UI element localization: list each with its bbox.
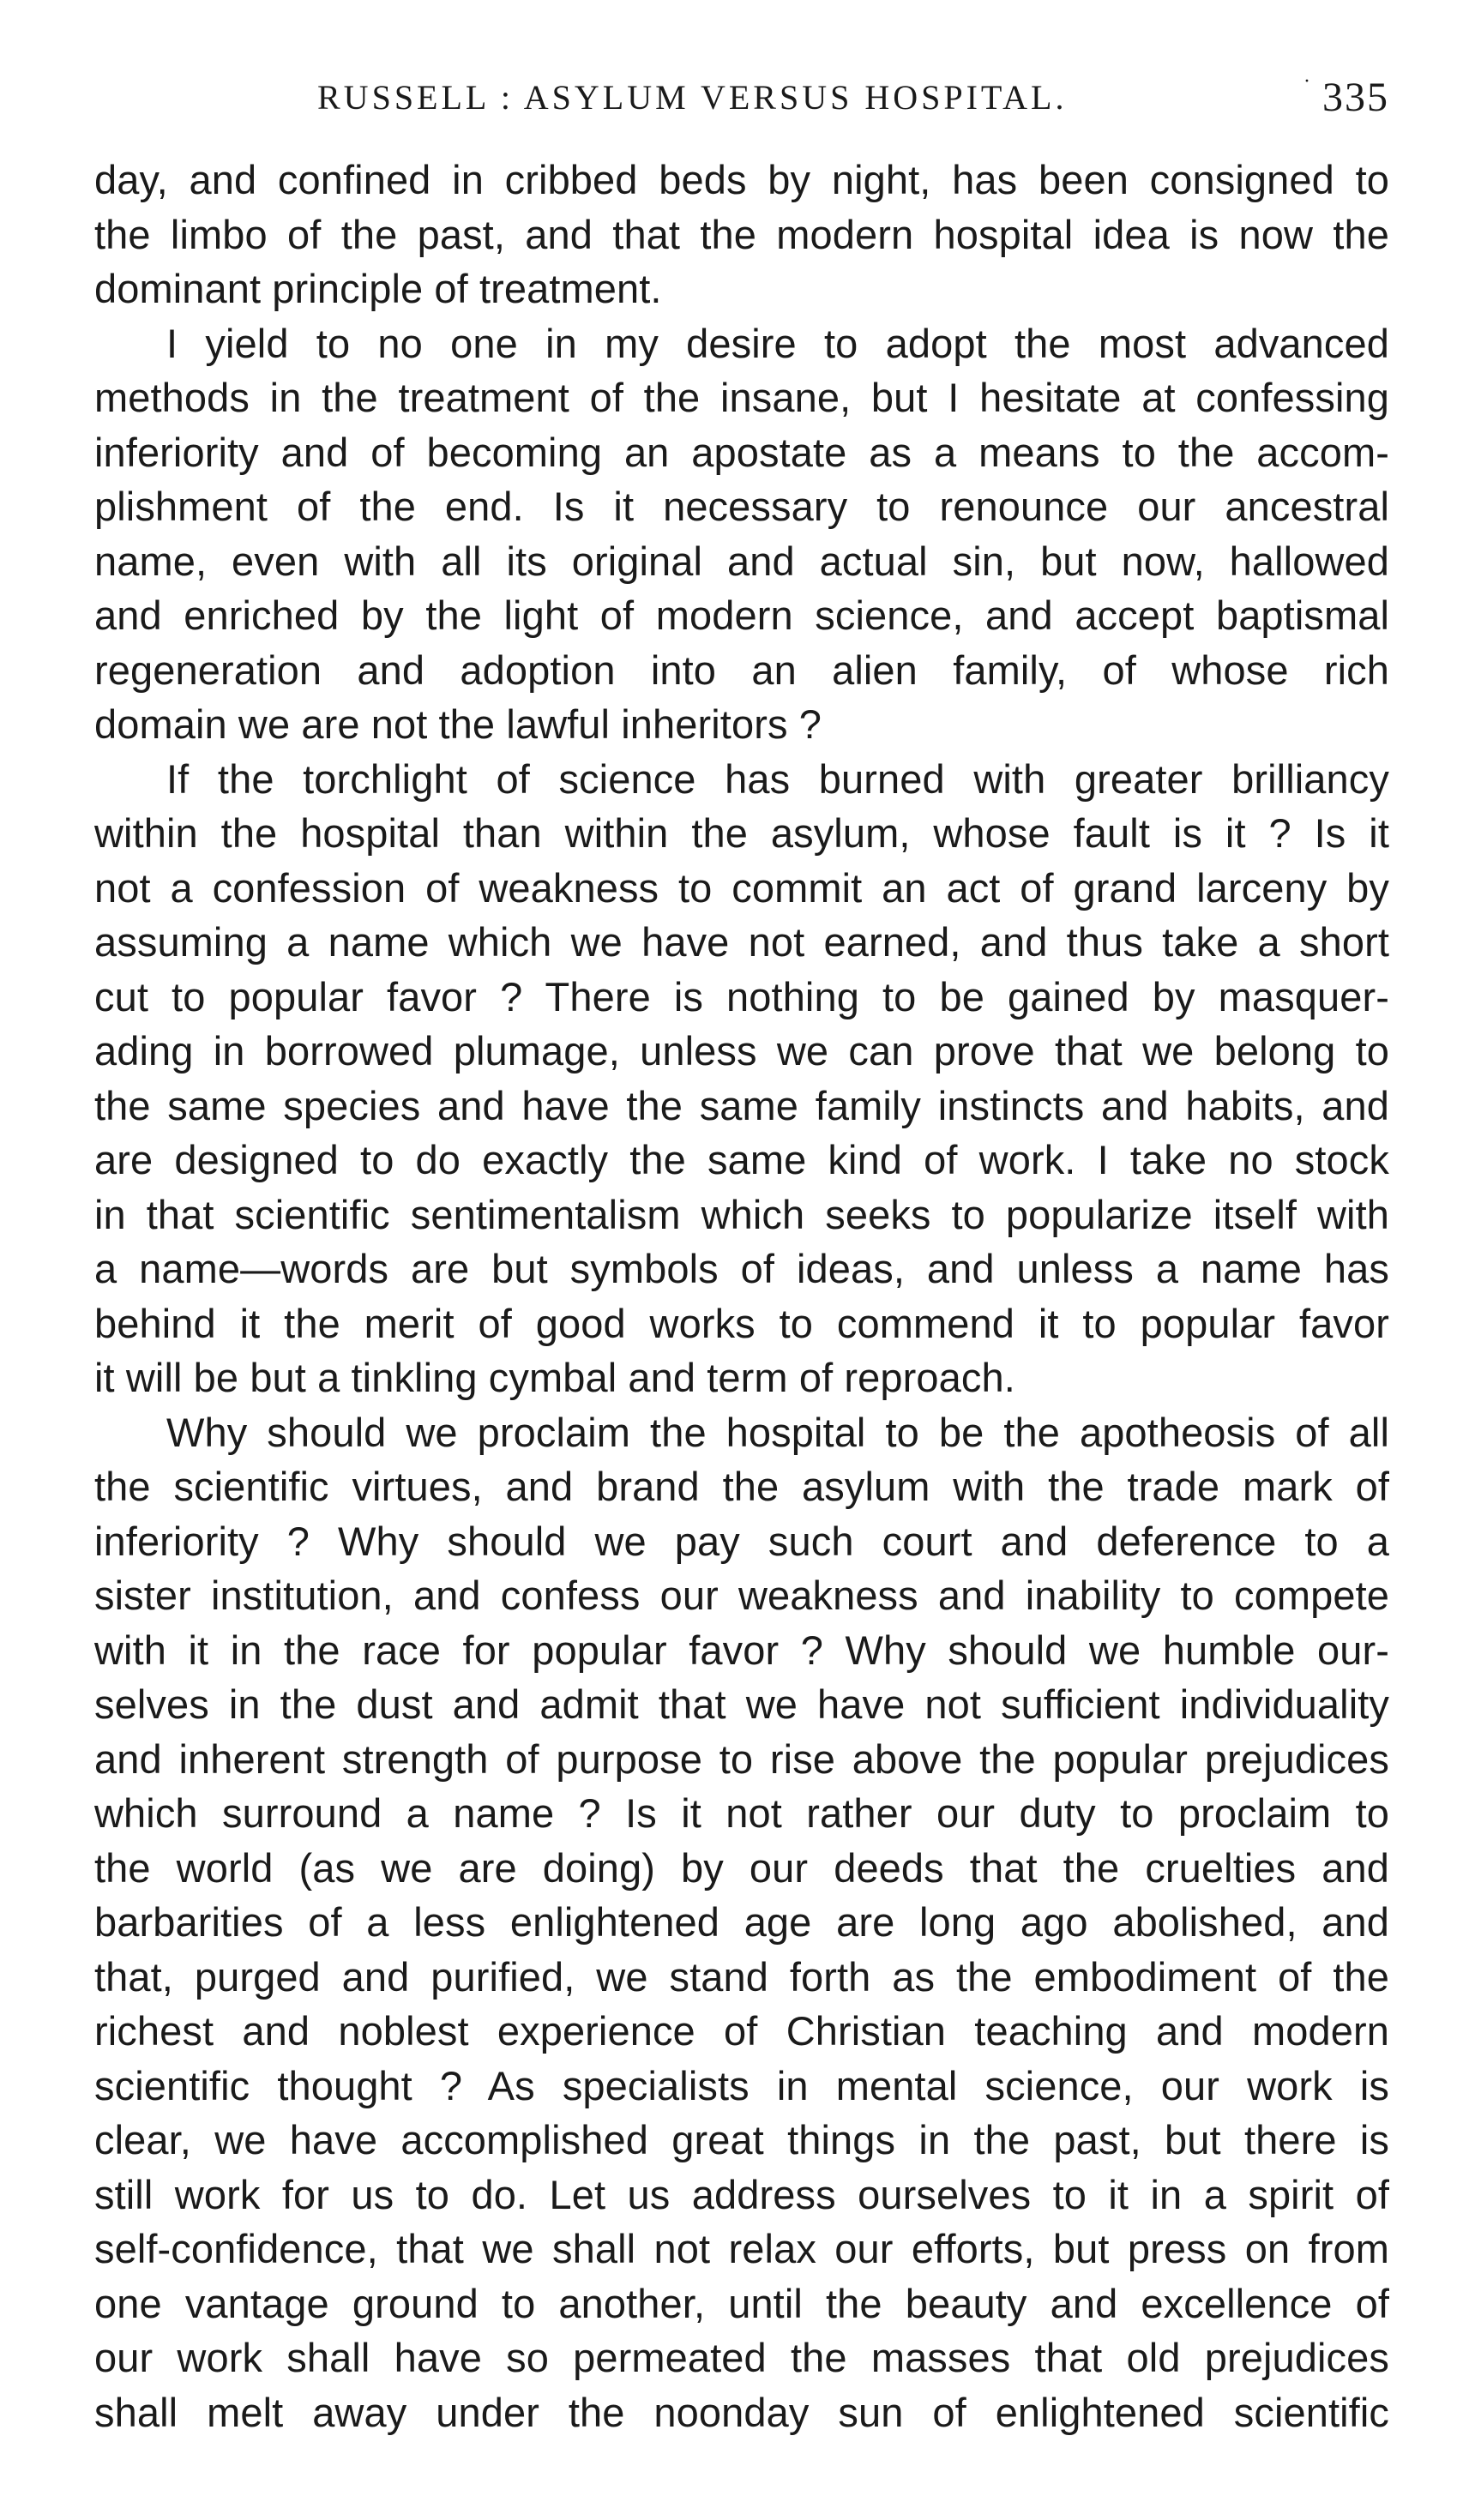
text-line: scientific thought ? As specialists in mental science, our work is: [94, 2062, 1389, 2108]
text-line: inferiority ? Why should we pay such court and deference to a: [94, 1518, 1389, 1564]
text-line: are designed to do exactly the same kind of work. I take no stock: [94, 1137, 1389, 1182]
text-line: If the torchlight of science has burned with greater brilliancy: [166, 755, 1389, 802]
text-line: ading in borrowed plumage, unless we can prove that we belong to: [94, 1028, 1389, 1074]
text-line: barbarities of a less enlightened age are long ago abolished, and: [94, 1899, 1389, 1945]
text-line: our work shall have so permeated the masses that old prejudices: [94, 2335, 1389, 2380]
running-head: [94, 51, 1389, 146]
text-line: methods in the treatment of the insane, but I hesitate at confessing: [94, 375, 1389, 420]
text-line: behind it the merit of good works to commend it to popular favor: [94, 1300, 1389, 1346]
text-line: in that scientific sentimentalism which seeks to popularize itself with: [94, 1191, 1389, 1237]
text-line: I yield to no one in my desire to adopt the most advanced: [166, 320, 1389, 366]
text-line: still work for us to do. Let us address ourselves to it in a spirit of: [94, 2171, 1389, 2217]
text-line: and inherent strength of purpose to rise above the popular prejudices: [94, 1735, 1389, 1782]
text-line: dominant principle of treatment.: [94, 266, 662, 311]
text-line: with it in the race for popular favor ? Why should we humble our-: [94, 1627, 1389, 1673]
text-line: the scientific virtues, and brand the asylum with the trade mark of: [94, 1464, 1389, 1509]
text-line: one vantage ground to another, until the beauty and excellence of: [94, 2280, 1389, 2326]
text-line: plishment of the end. Is it necessary to renounce our ancestral: [94, 484, 1389, 529]
text-line: clear, we have accomplished great things in the past, but there is: [94, 2117, 1389, 2162]
text-line: a name—words are but symbols of ideas, and unless a name has: [94, 1246, 1389, 1291]
text-line: it will be but a tinkling cymbal and term of reproach.: [94, 1355, 1015, 1400]
body-text: [94, 153, 1389, 2439]
text-line: sister institution, and confess our weakness and inability to compete: [94, 1573, 1389, 1618]
text-line: cut to popular favor ? There is nothing to be gained by masquer-: [94, 973, 1389, 1019]
text-line: and enriched by the light of modern science, and accept baptismal: [94, 592, 1389, 638]
text-line: not a confession of weakness to commit an act of grand larceny by: [94, 864, 1389, 911]
book-page: [94, 51, 1389, 2487]
text-line: that, purged and purified, we stand forth as the embodiment of the: [94, 1953, 1389, 2000]
text-line: selves in the dust and admit that we have not sufficient individuality: [94, 1681, 1389, 1727]
text-line: Why should we proclaim the hospital to be the apotheosis of all: [166, 1409, 1389, 1455]
text-line: self-confidence, that we shall not relax our efforts, but press on from: [94, 2226, 1389, 2271]
print-speck: ·: [1303, 70, 1310, 93]
text-line: which surround a name ? Is it not rather our duty to proclaim to: [94, 1790, 1389, 1836]
page-number: 335: [1322, 75, 1389, 120]
text-line: the world (as we are doing) by our deeds that the cruelties and: [94, 1844, 1389, 1891]
text-line: day, and confined in cribbed beds by night, has been consigned to: [94, 157, 1389, 202]
text-line: regeneration and adoption into an alien family, of whose rich: [94, 647, 1389, 693]
text-line: name, even with all its original and actual sin, but now, hallowed: [94, 538, 1389, 584]
text-line: the same species and have the same family instincts and habits, and: [94, 1082, 1389, 1128]
text-line: shall melt away under the noonday sun of enlightened scientific: [94, 2389, 1389, 2435]
text-line: inferiority and of becoming an apostate as a means to the accom-: [94, 429, 1389, 475]
text-line: the limbo of the past, and that the modern hospital idea is now the: [94, 211, 1389, 257]
text-line: richest and noblest experience of Christian teaching and modern: [94, 2008, 1389, 2054]
text-line: assuming a name which we have not earned, and thus take a short: [94, 919, 1389, 965]
running-title: RUSSELL : ASYLUM VERSUS HOSPITAL.: [317, 78, 1068, 117]
text-line: within the hospital than within the asylum, whose fault is it ? Is it: [94, 810, 1389, 856]
text-line: domain we are not the lawful inheritors ?: [94, 701, 822, 747]
